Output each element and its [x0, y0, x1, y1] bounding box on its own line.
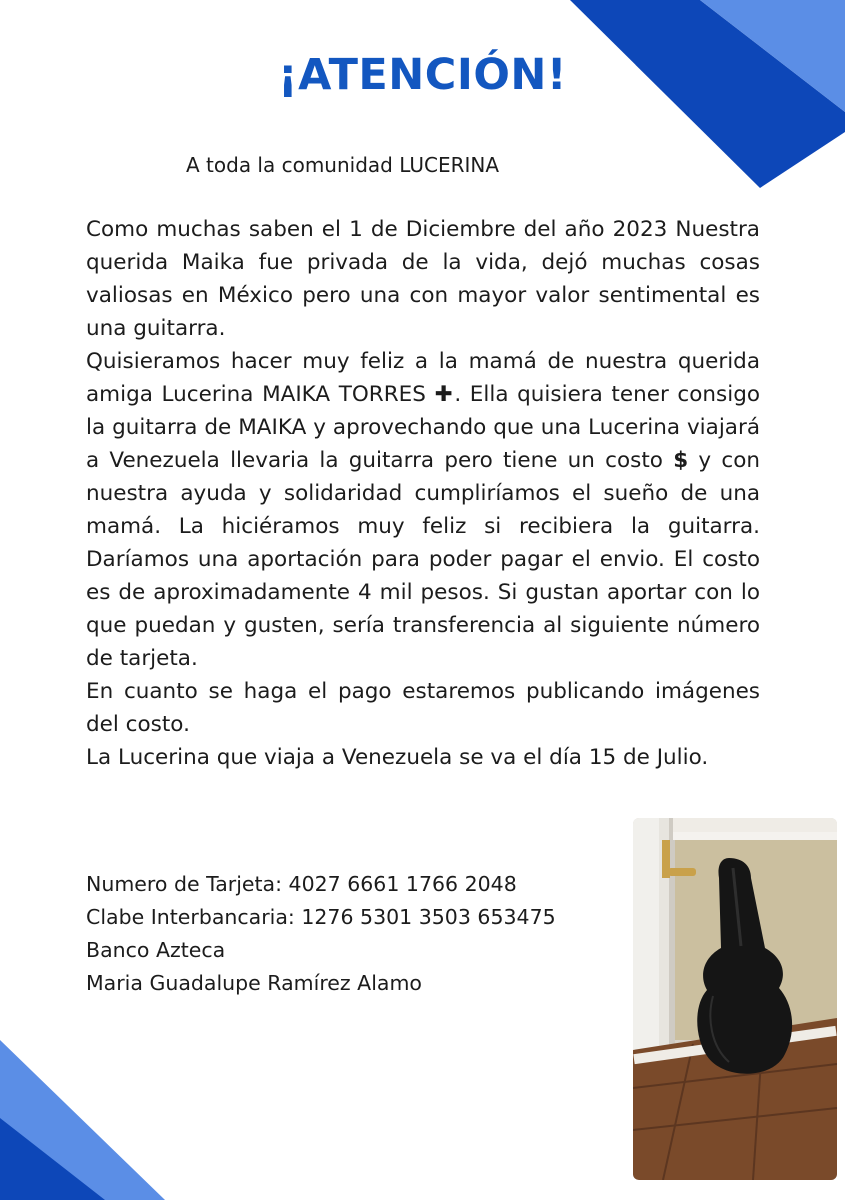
message-body	[86, 213, 760, 774]
paragraph-1: Como muchas saben el 1 de Diciembre del año 2023 Nuestra querida Maika fue privada de la vida, dejó muchas cosas valiosas en México pero una con mayor valor sentimental es una guitarra.	[86, 217, 760, 341]
paragraph-2-part-3: y con nuestra ayuda y solidaridad cumpliríamos el sueño de una mamá. La hiciéramos muy feliz si recibiera la guitarra. Daríamos una aportación para poder pagar el envio. El costo es de aproximadamente 4 mil pesos. Si gustan aportar con lo que puedan y gusten, sería transferencia al siguiente número de tarjeta.	[86, 448, 760, 671]
greeting: A toda la comunidad LUCERINA	[186, 153, 500, 177]
dollar-icon: $	[673, 448, 689, 473]
paragraph-4: La Lucerina que viaja a Venezuela se va el día 15 de Julio.	[86, 745, 709, 770]
bank-details	[86, 868, 556, 1000]
paragraph-2	[86, 345, 760, 675]
card-number: Numero de Tarjeta: 4027 6661 1766 2048	[86, 872, 517, 896]
bank-name: Banco Azteca	[86, 938, 226, 962]
paragraph-2-part-2: . Ella quisiera tener consigo la guitarra de MAIKA y aprovechando que una Lucerina viajará a Venezuela llevaria la guitarra pero tiene un costo	[86, 382, 760, 473]
paragraph-2-part-1: Quisieramos hacer muy feliz a la mamá de nuestra querida amiga Lucerina MAIKA TORRES	[86, 349, 760, 407]
cross-icon: ✚	[434, 382, 455, 407]
guitar-photo	[633, 818, 837, 1180]
paragraph-3: En cuanto se haga el pago estaremos publicando imágenes del costo.	[86, 679, 760, 737]
account-holder: Maria Guadalupe Ramírez Alamo	[86, 971, 422, 995]
clabe-number: Clabe Interbancaria: 1276 5301 3503 653475	[86, 905, 556, 929]
page-title: ¡ATENCIÓN!	[278, 50, 567, 100]
